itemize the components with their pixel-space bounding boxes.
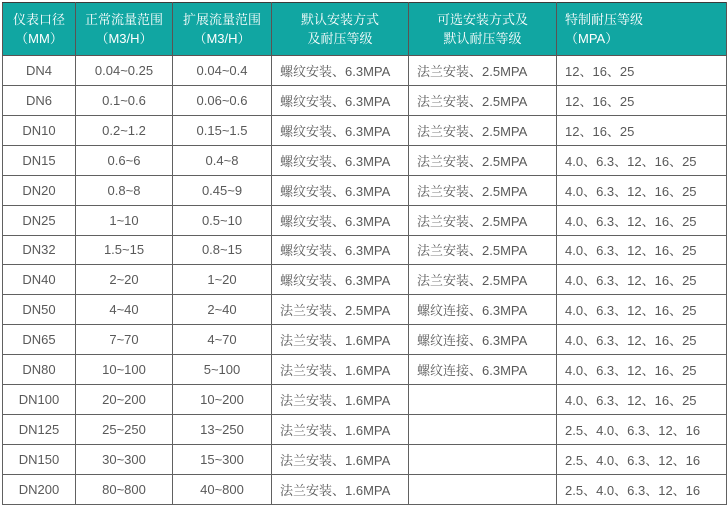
header-extended-flow-range <box>173 3 272 56</box>
cell-normal-flow-range: 0.8~8 <box>76 175 173 205</box>
header-special-pressure-rating-line1: 特制耐压等级 <box>565 12 644 27</box>
table-row <box>3 415 727 445</box>
cell-normal-flow-range: 0.6~6 <box>76 145 173 175</box>
cell-normal-flow-range: 7~70 <box>76 325 173 355</box>
cell-diameter: DN32 <box>3 235 76 265</box>
table-row <box>3 85 727 115</box>
cell-special-pressure-rating: 12、16、25 <box>557 115 727 145</box>
header-diameter-line1: 仪表口径 <box>12 12 65 27</box>
cell-special-pressure-rating: 4.0、6.3、12、16、25 <box>557 295 727 325</box>
cell-optional-installation: 法兰安装、2.5MPA <box>409 85 557 115</box>
cell-default-installation: 螺纹安装、6.3MPA <box>272 145 409 175</box>
table-header <box>3 3 727 56</box>
cell-extended-flow-range: 0.4~8 <box>173 145 272 175</box>
cell-default-installation: 法兰安装、1.6MPA <box>272 444 409 474</box>
cell-special-pressure-rating: 4.0、6.3、12、16、25 <box>557 325 727 355</box>
cell-extended-flow-range: 2~40 <box>173 295 272 325</box>
cell-optional-installation <box>409 444 557 474</box>
header-normal-flow-range-line2: （M3/H） <box>95 31 153 46</box>
cell-extended-flow-range: 1~20 <box>173 265 272 295</box>
table-row <box>3 295 727 325</box>
table-row <box>3 474 727 504</box>
cell-optional-installation: 法兰安装、2.5MPA <box>409 175 557 205</box>
table-row <box>3 265 727 295</box>
cell-special-pressure-rating: 2.5、4.0、6.3、12、16 <box>557 415 727 445</box>
cell-optional-installation: 螺纹连接、6.3MPA <box>409 295 557 325</box>
cell-special-pressure-rating: 4.0、6.3、12、16、25 <box>557 385 727 415</box>
header-normal-flow-range-line1: 正常流量范围 <box>84 12 163 27</box>
cell-default-installation: 螺纹安装、6.3MPA <box>272 115 409 145</box>
cell-special-pressure-rating: 4.0、6.3、12、16、25 <box>557 235 727 265</box>
cell-extended-flow-range: 0.8~15 <box>173 235 272 265</box>
cell-diameter: DN80 <box>3 355 76 385</box>
cell-optional-installation: 法兰安装、2.5MPA <box>409 235 557 265</box>
cell-extended-flow-range: 4~70 <box>173 325 272 355</box>
cell-diameter: DN100 <box>3 385 76 415</box>
cell-diameter: DN6 <box>3 85 76 115</box>
cell-optional-installation <box>409 385 557 415</box>
cell-optional-installation: 法兰安装、2.5MPA <box>409 115 557 145</box>
cell-diameter: DN50 <box>3 295 76 325</box>
table-row <box>3 444 727 474</box>
cell-normal-flow-range: 0.2~1.2 <box>76 115 173 145</box>
table-row <box>3 385 727 415</box>
header-extended-flow-range-line2: （M3/H） <box>193 31 251 46</box>
cell-optional-installation <box>409 474 557 504</box>
cell-special-pressure-rating: 2.5、4.0、6.3、12、16 <box>557 444 727 474</box>
cell-default-installation: 法兰安装、1.6MPA <box>272 474 409 504</box>
cell-optional-installation: 法兰安装、2.5MPA <box>409 205 557 235</box>
header-diameter-line2: （MM） <box>15 31 63 46</box>
cell-special-pressure-rating: 12、16、25 <box>557 85 727 115</box>
cell-extended-flow-range: 0.5~10 <box>173 205 272 235</box>
table-row <box>3 56 727 86</box>
cell-diameter: DN200 <box>3 474 76 504</box>
cell-default-installation: 螺纹安装、6.3MPA <box>272 56 409 86</box>
cell-normal-flow-range: 30~300 <box>76 444 173 474</box>
cell-optional-installation: 螺纹连接、6.3MPA <box>409 355 557 385</box>
table-row <box>3 175 727 205</box>
cell-extended-flow-range: 0.04~0.4 <box>173 56 272 86</box>
cell-normal-flow-range: 1.5~15 <box>76 235 173 265</box>
cell-default-installation: 螺纹安装、6.3MPA <box>272 235 409 265</box>
header-optional-installation-line1: 可选安装方式及 <box>436 12 528 27</box>
cell-optional-installation: 螺纹连接、6.3MPA <box>409 325 557 355</box>
cell-diameter: DN10 <box>3 115 76 145</box>
table-row <box>3 235 727 265</box>
cell-diameter: DN25 <box>3 205 76 235</box>
header-special-pressure-rating <box>557 3 727 56</box>
header-default-installation <box>272 3 409 56</box>
cell-extended-flow-range: 0.06~0.6 <box>173 85 272 115</box>
cell-default-installation: 法兰安装、2.5MPA <box>272 295 409 325</box>
cell-optional-installation: 法兰安装、2.5MPA <box>409 265 557 295</box>
header-extended-flow-range-line1: 扩展流量范围 <box>182 12 261 27</box>
header-row <box>3 3 727 56</box>
cell-normal-flow-range: 20~200 <box>76 385 173 415</box>
cell-default-installation: 螺纹安装、6.3MPA <box>272 265 409 295</box>
flow-meter-spec-table <box>2 2 727 505</box>
cell-diameter: DN150 <box>3 444 76 474</box>
header-diameter <box>3 3 76 56</box>
cell-normal-flow-range: 80~800 <box>76 474 173 504</box>
cell-optional-installation: 法兰安装、2.5MPA <box>409 145 557 175</box>
cell-normal-flow-range: 2~20 <box>76 265 173 295</box>
cell-optional-installation <box>409 415 557 445</box>
cell-diameter: DN20 <box>3 175 76 205</box>
table-row <box>3 145 727 175</box>
header-special-pressure-rating-line2: （MPA） <box>565 31 619 46</box>
cell-default-installation: 法兰安装、1.6MPA <box>272 385 409 415</box>
cell-special-pressure-rating: 4.0、6.3、12、16、25 <box>557 145 727 175</box>
cell-normal-flow-range: 0.04~0.25 <box>76 56 173 86</box>
cell-default-installation: 螺纹安装、6.3MPA <box>272 175 409 205</box>
header-optional-installation <box>409 3 557 56</box>
cell-default-installation: 螺纹安装、6.3MPA <box>272 85 409 115</box>
cell-default-installation: 法兰安装、1.6MPA <box>272 325 409 355</box>
cell-normal-flow-range: 0.1~0.6 <box>76 85 173 115</box>
cell-diameter: DN125 <box>3 415 76 445</box>
cell-extended-flow-range: 15~300 <box>173 444 272 474</box>
cell-normal-flow-range: 25~250 <box>76 415 173 445</box>
table-row <box>3 205 727 235</box>
cell-diameter: DN4 <box>3 56 76 86</box>
header-default-installation-line2: 及耐压等级 <box>307 31 373 46</box>
cell-default-installation: 法兰安装、1.6MPA <box>272 355 409 385</box>
header-default-installation-line1: 默认安装方式 <box>300 12 379 27</box>
cell-normal-flow-range: 10~100 <box>76 355 173 385</box>
cell-normal-flow-range: 4~40 <box>76 295 173 325</box>
cell-extended-flow-range: 10~200 <box>173 385 272 415</box>
header-normal-flow-range <box>76 3 173 56</box>
table-body <box>3 56 727 505</box>
cell-extended-flow-range: 13~250 <box>173 415 272 445</box>
cell-special-pressure-rating: 12、16、25 <box>557 56 727 86</box>
cell-extended-flow-range: 40~800 <box>173 474 272 504</box>
cell-diameter: DN40 <box>3 265 76 295</box>
table-row <box>3 325 727 355</box>
cell-diameter: DN65 <box>3 325 76 355</box>
cell-special-pressure-rating: 2.5、4.0、6.3、12、16 <box>557 474 727 504</box>
table-row <box>3 115 727 145</box>
cell-special-pressure-rating: 4.0、6.3、12、16、25 <box>557 355 727 385</box>
header-optional-installation-line2: 默认耐压等级 <box>443 31 522 46</box>
cell-default-installation: 螺纹安装、6.3MPA <box>272 205 409 235</box>
cell-special-pressure-rating: 4.0、6.3、12、16、25 <box>557 265 727 295</box>
cell-special-pressure-rating: 4.0、6.3、12、16、25 <box>557 205 727 235</box>
cell-extended-flow-range: 0.45~9 <box>173 175 272 205</box>
cell-extended-flow-range: 0.15~1.5 <box>173 115 272 145</box>
cell-special-pressure-rating: 4.0、6.3、12、16、25 <box>557 175 727 205</box>
cell-optional-installation: 法兰安装、2.5MPA <box>409 56 557 86</box>
cell-default-installation: 法兰安装、1.6MPA <box>272 415 409 445</box>
cell-diameter: DN15 <box>3 145 76 175</box>
cell-extended-flow-range: 5~100 <box>173 355 272 385</box>
table-row <box>3 355 727 385</box>
cell-normal-flow-range: 1~10 <box>76 205 173 235</box>
